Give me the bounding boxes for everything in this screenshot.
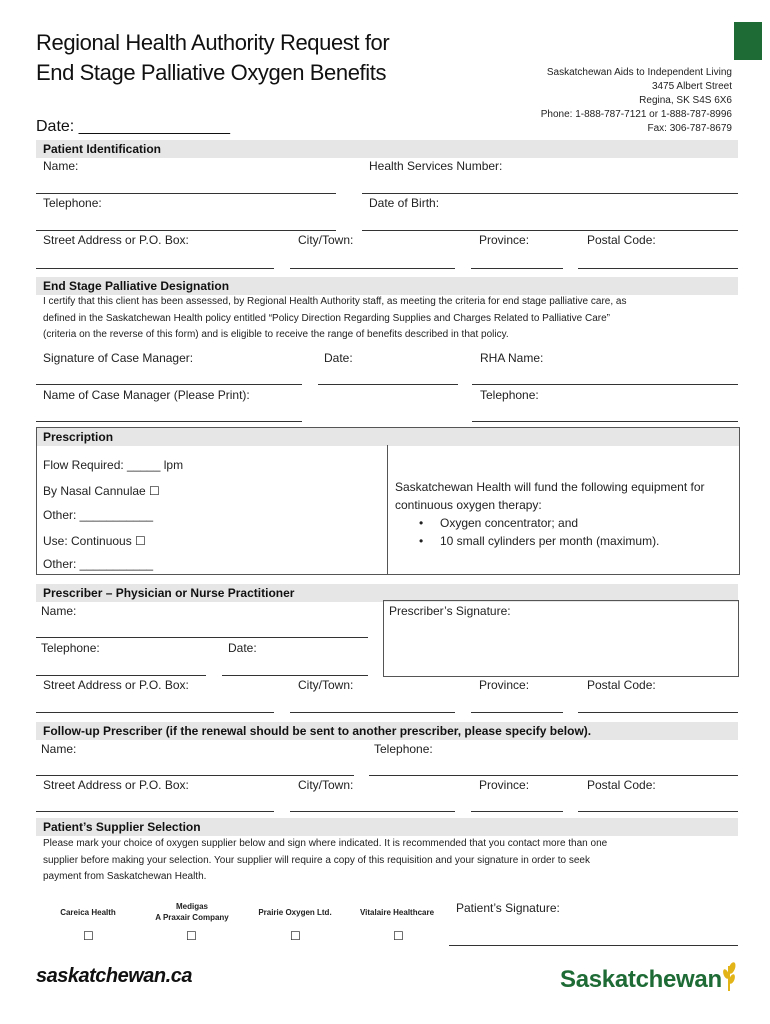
prescriber-city-label: City/Town: bbox=[298, 678, 354, 692]
prescription-divider bbox=[387, 445, 388, 575]
patient-street-field[interactable] bbox=[36, 268, 274, 269]
patient-province-label: Province: bbox=[479, 233, 530, 247]
designation-section-heading: End Stage Palliative Designation bbox=[36, 277, 738, 295]
designation-date-field[interactable] bbox=[318, 384, 458, 385]
delivery-other-field[interactable]: Other: ___________ bbox=[43, 508, 154, 522]
designation-telephone-field[interactable] bbox=[472, 421, 738, 422]
designation-telephone-label: Telephone: bbox=[480, 388, 539, 402]
use-continuous-checkbox[interactable]: Use: Continuous ☐ bbox=[43, 534, 146, 548]
followup-section-heading: Follow-up Prescriber (if the renewal should be sent to another prescriber, please specify below). bbox=[36, 722, 738, 740]
followup-telephone-field[interactable] bbox=[369, 775, 738, 776]
patient-city-field[interactable] bbox=[290, 268, 455, 269]
agency-address: Saskatchewan Aids to Independent Living 3475 Albert Street Regina, SK S4S 6X6 Phone: 1-888-787-7121 or 1-888-787-8996 Fax: 306-787-8679 bbox=[540, 67, 732, 134]
form-title: Regional Health Authority Request for End Stage Palliative Oxygen Benefits bbox=[36, 30, 390, 85]
followup-name-label: Name: bbox=[41, 742, 77, 756]
patient-signature-label: Patient’s Signature: bbox=[456, 901, 560, 915]
followup-name-field[interactable] bbox=[36, 775, 354, 776]
followup-postal-field[interactable] bbox=[578, 811, 738, 812]
supplier-prairie-checkbox[interactable]: ☐ bbox=[290, 929, 301, 943]
followup-telephone-label: Telephone: bbox=[374, 742, 433, 756]
dob-field[interactable] bbox=[362, 230, 738, 231]
patient-province-field[interactable] bbox=[471, 268, 563, 269]
supplier-medigas-label: Medigas A Praxair Company bbox=[155, 902, 229, 922]
patient-name-field[interactable] bbox=[36, 193, 336, 194]
supplier-vitalaire-checkbox[interactable]: ☐ bbox=[393, 929, 404, 943]
supplier-careica-checkbox[interactable]: ☐ bbox=[83, 929, 94, 943]
followup-street-field[interactable] bbox=[36, 811, 274, 812]
patient-street-label: Street Address or P.O. Box: bbox=[43, 233, 189, 247]
case-manager-signature-label: Signature of Case Manager: bbox=[43, 351, 194, 365]
followup-street-label: Street Address or P.O. Box: bbox=[43, 778, 189, 792]
use-other-field[interactable]: Other: ___________ bbox=[43, 557, 154, 571]
patient-telephone-field[interactable] bbox=[36, 230, 336, 231]
prescriber-city-field[interactable] bbox=[290, 712, 455, 713]
supplier-instructions: Please mark your choice of oxygen supplier below and sign where indicated. It is recommended that you contact more than one supplier before making your selection. Your supplier will require a copy of this requisition and your signature in order to seek payment from Saskatchewan Health. bbox=[43, 838, 608, 882]
funding-item: • Oxygen concentrator; and bbox=[395, 514, 735, 532]
prescriber-name-label: Name: bbox=[41, 604, 77, 618]
rha-name-field[interactable] bbox=[472, 384, 738, 385]
prescriber-province-field[interactable] bbox=[471, 712, 563, 713]
patient-postal-field[interactable] bbox=[578, 268, 738, 269]
saskatchewan-logo: Saskatchewan bbox=[560, 966, 722, 994]
followup-postal-label: Postal Code: bbox=[587, 778, 656, 792]
patient-signature-field[interactable] bbox=[449, 945, 738, 946]
prescriber-date-field[interactable] bbox=[222, 675, 368, 676]
funding-item: • 10 small cylinders per month (maximum). bbox=[395, 532, 735, 550]
followup-province-label: Province: bbox=[479, 778, 530, 792]
patient-section-heading: Patient Identification bbox=[36, 140, 738, 158]
prescriber-postal-field[interactable] bbox=[578, 712, 738, 713]
prescriber-postal-label: Postal Code: bbox=[587, 678, 656, 692]
prescriber-section-heading: Prescriber – Physician or Nurse Practitioner bbox=[36, 584, 738, 602]
followup-city-label: City/Town: bbox=[298, 778, 354, 792]
prescriber-street-label: Street Address or P.O. Box: bbox=[43, 678, 189, 692]
case-manager-name-field[interactable] bbox=[36, 421, 302, 422]
patient-postal-label: Postal Code: bbox=[587, 233, 656, 247]
patient-telephone-label: Telephone: bbox=[43, 196, 102, 210]
patient-name-label: Name: bbox=[43, 159, 79, 173]
prescriber-street-field[interactable] bbox=[36, 712, 274, 713]
case-manager-signature-field[interactable] bbox=[36, 384, 302, 385]
prescriber-name-field[interactable] bbox=[36, 637, 368, 638]
prescriber-telephone-label: Telephone: bbox=[41, 641, 100, 655]
wheat-icon bbox=[720, 960, 738, 992]
website-link[interactable]: saskatchewan.ca bbox=[36, 965, 192, 987]
prescriber-date-label: Date: bbox=[228, 641, 257, 655]
designation-certification-text: I certify that this client has been assessed, by Regional Health Authority staff, as meeting the criteria for end stage palliative care, as defined in the Saskatchewan Health policy entitled “Policy Direction Regarding Supplies and Charges Related to Palliative Care” (criteria on the reverse of this form) and is eligible to receive the range of benefits described in that policy. bbox=[43, 296, 627, 340]
designation-date-label: Date: bbox=[324, 351, 353, 365]
hsn-field[interactable] bbox=[362, 193, 738, 194]
corner-marker bbox=[734, 22, 762, 60]
supplier-medigas-checkbox[interactable]: ☐ bbox=[186, 929, 197, 943]
followup-city-field[interactable] bbox=[290, 811, 455, 812]
supplier-careica-label: Careica Health bbox=[60, 908, 116, 917]
nasal-cannulae-checkbox[interactable]: By Nasal Cannulae ☐ bbox=[43, 484, 160, 498]
prescriber-telephone-field[interactable] bbox=[36, 675, 206, 676]
flow-required-field[interactable]: Flow Required: _____ lpm bbox=[43, 458, 184, 472]
supplier-section-heading: Patient’s Supplier Selection bbox=[36, 818, 738, 836]
case-manager-name-label: Name of Case Manager (Please Print): bbox=[43, 388, 250, 402]
hsn-label: Health Services Number: bbox=[369, 159, 503, 173]
prescriber-signature-label: Prescriber’s Signature: bbox=[389, 604, 511, 618]
patient-city-label: City/Town: bbox=[298, 233, 354, 247]
prescription-heading: Prescription bbox=[37, 428, 739, 446]
rha-name-label: RHA Name: bbox=[480, 351, 544, 365]
supplier-vitalaire-label: Vitalaire Healthcare bbox=[359, 908, 435, 917]
dob-label: Date of Birth: bbox=[369, 196, 440, 210]
prescriber-province-label: Province: bbox=[479, 678, 530, 692]
funding-statement: Saskatchewan Health will fund the following equipment for continuous oxygen therapy: • Oxygen concentrator; and • 10 small cylinders per month (maximum). bbox=[395, 478, 735, 550]
supplier-prairie-label: Prairie Oxygen Ltd. bbox=[258, 908, 332, 917]
form-date-field[interactable]: Date: _________________ bbox=[36, 118, 230, 135]
followup-province-field[interactable] bbox=[471, 811, 563, 812]
